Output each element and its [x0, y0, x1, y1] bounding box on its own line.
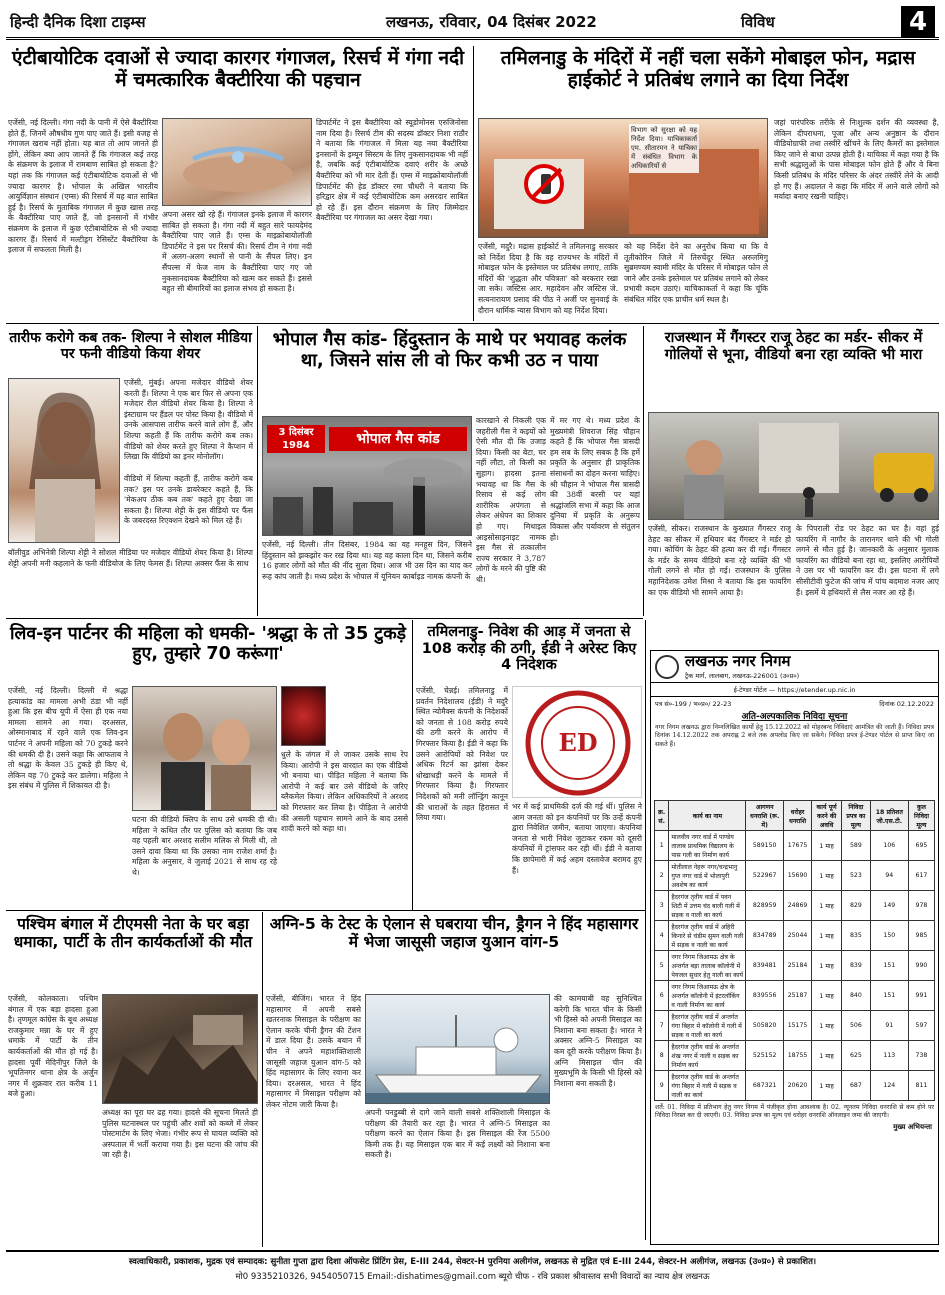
tender-portal: ई-टेण्डर पोर्टल — https://etender.up.nic.in [651, 683, 938, 697]
tmc-text-col1: एजेंसी, कोलकाता। पश्चिम बंगाल में एक बड़ा हादसा हुआ है। तृणमूल कांग्रेस के बूथ अध्यक्ष राजकुमार मन्ना के घर में हुए धमाके में पार्टी के तीन कार्यकर्ताओं की मौत हो गई है। हादसा पूर्वी मेदिनीपुर जिले के भूपतिनगर थाना क्षेत्र के अर्जुन नगर में शुक्रवार रात करीब 11 बजे हुआ। [8, 994, 98, 1099]
smoke-city-icon [263, 457, 472, 536]
tender-cell: मालवीय नगर वार्ड में पाण्डेय तालाब प्राथमिक विद्यालय के पास गली का निर्माण कार्य [669, 831, 746, 861]
tender-cell: हैदरगंज तृतीय वार्ड में अहिरी किनारे से चंडीम सुमन वाली गली में सड़क व नाली का कार्य [669, 921, 746, 951]
rajasthan-headline: राजस्थान में गैंगस्टर राजू ठेहट का मर्डर- सीकर में गोलियों से भूना, वीडियो बना रहा व्यक्ति भी मारा [664, 330, 923, 363]
rajasthan-text-col1: एजेंसी, सीकर। राजस्थान के कुख्यात गैंगस्टर राजू ठेहट का सीकर में हथियार बंद गैंगस्टर ने मर्डर हो गया। कोचिंग के ठेहट की हत्या कर दी गई। गैंगस्टर के मर्डर के समय वीडियो बना रहे व्यक्ति की भी गोली लगने से मौत हो गई। राजस्थान के पुलिस महानिदेशक उमेश मिश्रा ने बताया कि इस फायरिंग का एक वीडियो भी सामने आया है। [648, 524, 791, 597]
column-rule [257, 326, 258, 616]
shilpa-headline: तारीफ करोगे कब तक- शिल्पा ने सोशल मीडिया पर फनी वीडियो किया शेयर [9, 330, 252, 363]
livein-illustration [281, 686, 326, 746]
bhopal-banner-title: भोपाल गैस कांड [329, 427, 467, 451]
tender-row [655, 891, 935, 921]
tender-table [654, 800, 935, 1101]
livein-text-col1: एजेंसी, नई दिल्ली। दिल्ली में श्रद्धा हत्याकांड का मामला अभी ठंडा भी नहीं हुआ कि इस बीच यूपी में ऐसा ही एक नया मामला सामने आ गया। दरअसल, ओस्मानाबाद में रहने वाले एक लिव-इन पार्टनर ने अपनी महिला को 70 टुकड़े करने की धमकी दी है। उसने कहा कि आफताब ने तो श्रद्धा के केवल 35 टुकड़े ही किए थे, लेकिन वह 70 टुकड़े कर डालेगा। महिला ने इस संबंध में पुलिस में शिकायत दी है। [8, 686, 128, 791]
tender-cell: 149 [870, 891, 908, 921]
tmc-photo [102, 994, 258, 1104]
shilpa-caption: बॉलीवुड अभिनेत्री शिल्पा शेट्टी ने सोशल मीडिया पर मजेदार वीडियो शेयर किया है। शिल्पा शेट्टी अपनी मनी कहलाने के फनी वीडियोज के लिए फेमस हैं। शिल्पा अक्सर फैंस के साथ [8, 548, 253, 568]
tender-cell: 1 माह [812, 891, 842, 921]
tender-cell: 1 माह [812, 1011, 842, 1041]
tender-cell: नगर निगम जिआमऊ क्षेत्र के अन्तर्गत बड़ा तालाब कॉलोनी में पेयजल सुधार हेतु नाली का कार्य [669, 951, 746, 981]
tender-cell: हैदरगंज तृतीय वार्ड के अन्तर्गत शंख नगर में नाली व सड़क का निर्माण कार्य [669, 1041, 746, 1071]
ed-text-col2: भर में कई प्राथमिकी दर्ज की गई थीं। पुलिस ने आम जनता को इन कंपनियों पर कि उन्हें कंपनी द्वारा निवेशित जमीन, बताया जाएगा। कंपनियां जनता से भारी निवेश जुटाकर रकम को दूसरी कंपनियों में ट्रांसफर कर रही थीं। ईडी ने बताया कि छापेमारी में कई अहम दस्तावेज बरामद हुए हैं। [512, 802, 642, 875]
madras-text-col3: जहां पारंपरिक तरीके से निःशुल्क दर्शन की व्यवस्था है, लेकिन दीपराधना, पूजा और अन्य अनुष्ठान के दौरान वीडियोग्राफी तथा तस्वीरें खींचने के लिए कैमरों का इस्तेमाल किए जाने से बाधा उत्पन्न होती है। याचिका में कहा गया है कि सभी श्रद्धालुओं के पास मोबाइल फोन होते हैं और वे बिना किसी प्रतिबंध के मंदिर परिसर के अंदर तस्वीरें लेने के आदी हो गए हैं। अदालत ने कहा कि मंदिर में आने वाले लोगों को मर्यादा बनाए रखनी चाहिए। [774, 118, 939, 202]
tender-cell: 839556 [746, 981, 784, 1011]
tender-cell: 25187 [783, 981, 811, 1011]
tender-title: अति-अल्पकालिक निविदा सूचना [741, 712, 848, 722]
rajasthan-photo [648, 412, 939, 520]
woman-portrait-icon [9, 379, 120, 543]
ed-seal-photo [512, 686, 642, 798]
tender-col-header: कार्य पूर्ण करने की अवधि [812, 801, 842, 831]
tender-cell: 985 [908, 921, 934, 951]
tender-cell: 695 [908, 831, 934, 861]
tender-cell: हैदरगंज तृतीय वार्ड में अन्तर्गत गंगा बिहार में कॉलोनी में गली में सड़क व नाली का कार्य [669, 1011, 746, 1041]
tender-cell: 506 [842, 1011, 871, 1041]
tender-cell: 1 माह [812, 831, 842, 861]
livein-headline: लिव-इन पार्टनर की महिला को धमकी- 'श्रद्धा के तो 35 टुकड़े हुए, तुम्हारे 70 करूंगा' [9, 624, 407, 665]
tender-cell: 151 [870, 981, 908, 1011]
tender-cell: 505820 [746, 1011, 784, 1041]
tender-cell: 150 [870, 921, 908, 951]
tender-row [655, 1011, 935, 1041]
tender-row [655, 951, 935, 981]
tender-cell: 990 [908, 951, 934, 981]
tender-cell: 4 [655, 921, 669, 951]
tender-cell: 24869 [783, 891, 811, 921]
tender-cell: 828959 [746, 891, 784, 921]
street-scene-icon [649, 413, 939, 520]
row-rule [6, 618, 643, 619]
agni-photo [365, 994, 550, 1104]
tender-org: लखनऊ नगर निगम [685, 652, 791, 670]
tender-cell: 991 [908, 981, 934, 1011]
tender-row [655, 1071, 935, 1101]
tender-cell: 1 माह [812, 951, 842, 981]
tender-cell: 840 [842, 981, 871, 1011]
ship-icon [366, 995, 550, 1104]
tender-row [655, 861, 935, 891]
tender-cell: 2 [655, 861, 669, 891]
shilpa-photo [8, 378, 120, 543]
tender-cell: 617 [908, 861, 934, 891]
section-name: विविध [741, 13, 775, 31]
tender-cell: 1 माह [812, 1041, 842, 1071]
gangajal-headline: एंटीबायोटिक दवाओं से ज्यादा कारगर गंगाजल, रिसर्च में गंगा नदी में चमत्कारिक बैक्टीरिया की पहचान [11, 47, 465, 91]
rubble-icon [103, 995, 258, 1104]
tender-cell: 839 [842, 951, 871, 981]
bhopal-text-col2: कारखाने से निकली एक जहरीली गैस ने कइयों को ऐसी मौत दी कि उजाड़ दिया। किसी का बेटा, घर नहीं लौटा, तो किसी का सुहाग। हादसा इतना भयावह था कि गैस के रिसाव से कई लोग शारीरिक अपंगता से लेकर अंधेपन का शिकार हो गए। मिथाइल आइसोसाइनाइट नामक इस गैस से तत्कालीन राज्य सरकार ने 3,787 लोगों के मरने की पुष्टि की थी। [476, 416, 546, 584]
gangajal-text-col3: डिपार्टमेंट ने इस बैक्टीरिया को स्यूडोमोनस एरुजिनोसा नाम दिया है। रिसर्च टीम की सदस्य डॉक्टर निशा राठौर ने बताया कि गंगाजल में मिला यह नया बैक्टीरिया इनसानों के इम्यून सिस्टम के लिए नुकसानदायक भी नहीं है, जबकि कई एंटीबायोटिक दवाएं शरीर के अच्छे बैक्टीरिया को भी मार देती हैं। एम्स में माइक्रोबायोलॉजी डिपार्टमेंट की हेड डॉक्टर रमा चौधरी ने बताया कि हरिद्वार क्षेत्र में कई एंटीबायोटिक कम असरदार साबित हो रहे हैं। इस दौरान संक्रमण के लिए जिम्मेदार बैक्टीरिया पर गंगाजल का असर देखा गया। [316, 118, 468, 223]
shilpa-text-col2: वीडियो में शिल्पा कहती हैं, तारीफ करोगे कब तक? इस पर उनके डायरेक्टर कहते हैं, कि 'मेकअप ठीक कब तक' कहते हुए देखा जा सकता है। शिल्पा शेट्टी के इस वीडियो पर फैंस के जबरदस्त रिएक्शन देखने को मिल रहे हैं। [124, 474, 253, 526]
tender-cell: 25184 [783, 951, 811, 981]
tender-notes: शर्तें: 01. निविदा में प्रतिभाग हेतु नगर निगम में पंजीकृत होना आवश्यक है। 02. न्यूनतम निविदा धनराशि से कम होने पर निविदा निरस्त कर दी जाएगी। 03. निविदा प्रपत्र का मूल्य एवं धरोहर धनराशि ऑनलाइन जमा की जाएगी। [655, 1104, 934, 1120]
tmc-headline: पश्चिम बंगाल में टीएमसी नेता के घर बड़ा धमाका, पार्टी के तीन कार्यकर्ताओं की मौत [13, 915, 253, 951]
tender-cell: 7 [655, 1011, 669, 1041]
tender-cell: 525152 [746, 1041, 784, 1071]
tender-cell: 1 माह [812, 1071, 842, 1101]
tender-cell: 5 [655, 951, 669, 981]
tender-cell: 91 [870, 1011, 908, 1041]
gangajal-photo [162, 118, 312, 206]
tender-cell: 151 [870, 951, 908, 981]
tender-cell: हैदरगंज तृतीय वार्ड के अन्तर्गत गंगा बिहार में गली में सड़क व नाली का कार्य [669, 1071, 746, 1101]
court-building-icon [479, 119, 768, 238]
tender-cell: 597 [908, 1011, 934, 1041]
agni-text-col2: अपनी पनडुब्बी से दागे जाने वाली सबसे शक्तिशाली मिसाइल के परीक्षण की तैयारी कर रहा है। भारत ने अग्नि-5 मिसाइल का परीक्षण करने का ऐलान किया है। इस मिसाइल की रेंज 5500 किमी तक है। यह मिसाइल एक बार में कई लक्ष्यों को निशाना बना सकती है। [365, 1108, 550, 1160]
dateline: लखनऊ, रविवार, 04 दिसंबर 2022 [386, 13, 597, 31]
madras-headline: तमिलनाडु के मंदिरों में नहीं चला सकेंगे मोबाइल फोन, मद्रास हाईकोर्ट ने प्रतिबंध लगाने का दिया निर्देश [500, 47, 916, 91]
shilpa-text-col1: एजेंसी, मुंबई। अपना मजेदार वीडियो शेयर करती हैं। शिल्पा ने एक बार फिर से अपना एक मजेदार रील वीडियो शेयर किया है। शिल्पा ने इंस्टाग्राम पर हैंडल पर पोस्ट किया है। वीडियो में उनके आसपास तारीफ करने वाले लोग हैं, और शिल्पा कहती हैं कि तारीफ करोगे कब तक। वीडियो को शेयर करते हुए शिल्पा ने कैप्शन में लिखा कि वीडियो का इनर मोनोलॉग। [124, 378, 253, 462]
tender-cell: 9 [655, 1071, 669, 1101]
agni-text-col1: एजेंसी, बीजिंग। भारत ने हिंद महासागर में अपनी सबसे खतरनाक मिसाइल के परीक्षण का ऐलान करके चीनी ड्रैगन की टेंशन में डाल दिया है। उसके बयान में चीन ने अपने महाशक्तिशाली जासूसी जहाज युआन वांग-5 को हिंद महासागर के लिए रवाना कर दिया। दरअसल, भारत ने हिंद महासागर में मिसाइल परीक्षण को लेकर नोटम जारी किया है। [266, 994, 361, 1109]
tender-cell: 1 माह [812, 921, 842, 951]
livein-text-col3: धुले के जंगल में ले जाकर उसके साथ रेप किया। आरोपी ने इस वारदात का एक वीडियो भी बनाया था। पीड़ित महिला ने बताया कि आरोपी ने कई बार उसे वीडियो के जरिए ब्लैकमेल किया। लेकिन अधिकारियों ने अरशद को गिरफ्तार कर लिया है। पीड़िता ने आरोपी की असली पहचान सामने आने के बाद उससे शादी करने को कहा था। [281, 750, 408, 834]
bhopal-headline: भोपाल गैस कांड- हिंदुस्तान के माथे पर भयावह कलंक था, जिसने सांस ली वो फिर कभी उठ न पाया [272, 329, 627, 371]
ed-headline: तमिलनाडु- निवेश की आड़ में जनता से 108 करोड़ की ठगी, ईडी ने अरेस्ट किए 4 निदेशक [421, 624, 637, 674]
tender-cell: 589 [842, 831, 871, 861]
no-phone-icon [524, 164, 564, 204]
agni-text-col3: की कामयाबी वह सुनिश्चित करेगी कि भारत चीन के किसी भी हिस्से को अपनी मिसाइल का निशाना बना सकता है। भारत ने अक्सर अग्नि-5 मिसाइल का कम दूरी करके परीक्षण किया है। अग्नि मिसाइल चीन की मुख्यभूमि के किसी भी हिस्से को निशाना बना सकती है। [554, 994, 642, 1088]
tender-col-header: धरोहर धनराशि [783, 801, 811, 831]
tender-cell: 106 [870, 831, 908, 861]
page-number: 4 [901, 6, 935, 38]
tender-cell: 25044 [783, 921, 811, 951]
tender-cell: 8 [655, 1041, 669, 1071]
tender-cell: 834789 [746, 921, 784, 951]
row-rule [6, 323, 939, 324]
svg-text:ED: ED [558, 728, 598, 757]
tender-row [655, 831, 935, 861]
tender-date: दिनांक 02.12.2022 [879, 700, 934, 708]
column-rule [643, 326, 644, 616]
gangajal-text-col1: एजेंसी, नई दिल्ली। गंगा नदी के पानी में ऐसे बैक्टीरिया होते हैं, जिनमें औषधीय गुण पाए जाते हैं। इसी वजह से गंगाजल खराब नहीं होता। यह बात तो आप जानते ही होंगे, लेकिन क्या आप जानते हैं कि गंगाजल कई तरह के संक्रमण के इलाज में रामबाण साबित हो सकता है? यहां तक कि गंगाजल कई एंटीबायोटिक दवाओं से भी ज्यादा कारगर है। भोपाल के अखिल भारतीय आयुर्विज्ञान संस्थान (एम्स) की रिसर्च में यह बात साबित हुई है। रिसर्च के मुताबिक गंगाजल में कुछ खास तरह के बैक्टीरिया पाए जाते हैं, जो इनसानों में गंभीर संक्रमण के इलाज में कुछ एंटीबायोटिक से भी ज्यादा कारगर हैं। रिसर्च में मल्टीड्रग रेसिस्टेंट बैक्टीरिया के इलाज में सफलता मिली है। [8, 118, 158, 255]
gangajal-text-col2: अपना असर खो रहे हैं। गंगाजल इनके इलाज में कारगर साबित हो सकता है। गंगा नदी में बहुत सारे फायदेमंद बैक्टीरिया पाए जाते हैं। एम्स के माइक्रोबायोलॉजी डिपार्टमेंट ने इस पर रिसर्च की। रिसर्च टीम ने गंगा नदी में अलग-अलग स्थानों से पानी के सैंपल लिए। इन सैंपल्स में फेज नाम के बैक्टीरिया पाए गए जो नुकसानदायक बैक्टीरिया को खत्म कर सकते हैं। इससे बहुत सी बीमारियों का इलाज संभव हो सकता है। [162, 210, 312, 294]
imprint-line: स्वत्वाधिकारी, प्रकाशक, मुद्रक एवं सम्पादक: सुनीता गुप्ता द्वारा दिशा ऑफसेट प्रिंटिंग प्रेस, E-III 244, सेक्टर-H पुरनिया अलीगंज, लखनऊ से मुद्रित एवं E-III 244, सेक्टर-H अलीगंज, लखनऊ (उ०प्र०) से प्रकाशित। [128, 1257, 817, 1267]
tender-cell: मोतीलाल नेहरू नगर/चन्द्रभानु गुप्त नगर वार्ड में भोलापुरी अवशेष का कार्य [669, 861, 746, 891]
row-rule [6, 910, 645, 911]
tender-cell: 15690 [783, 861, 811, 891]
couple-photo-icon [133, 687, 277, 811]
tender-row [655, 921, 935, 951]
tmc-text-col2: अध्यक्ष का पूरा घर ढह गया। हादसे की सूचना मिलते ही पुलिस घटनास्थल पर पहुंची और शवों को कब्जे में लेकर पोस्टमार्टम के लिए भेजा। गंभीर रूप से घायल व्यक्ति को अस्पताल में भर्ती कराया गया है। इस घटना की जांच की जा रही है। [102, 1108, 258, 1160]
tender-cell: 738 [908, 1041, 934, 1071]
tender-cell: नगर निगम जिआमऊ क्षेत्र के अन्तर्गत कॉलोनी में इंटरलॉकिंग व नाली निर्माण का कार्य [669, 981, 746, 1011]
bhopal-text-col3: में मर गए थे। मध्य प्रदेश के मुख्यमंत्री शिवराज सिंह चौहान कहते हैं कि भोपाल गैस त्रासदी हम सब के लिए सबक है कि हमें प्रकृति के अनुसार ही प्राकृतिक संसाधनों का दोहन करना चाहिए। श्री चौहान ने भोपाल गैस त्रासदी की 38वीं बरसी पर यहां श्रद्धांजलि सभा में कहा कि आज दुनिया में प्रकृति के अनुरूप विकास और पर्यावरण से संतुलन हो। [550, 416, 640, 542]
tender-cell: 94 [870, 861, 908, 891]
paper-name: हिन्दी दैनिक दिशा टाइम्स [10, 13, 146, 31]
tender-notice [650, 650, 939, 1245]
column-rule [262, 912, 263, 1247]
tender-cell: 1 माह [812, 981, 842, 1011]
tender-cell: 523 [842, 861, 871, 891]
ed-seal-icon [513, 687, 642, 798]
tender-row [655, 981, 935, 1011]
tender-cell: 687321 [746, 1071, 784, 1101]
tender-col-header: कुल निविदा मूल्य [908, 801, 934, 831]
tender-col-header: निविदा प्रपत्र का मूल्य [842, 801, 871, 831]
agni-headline: अग्नि-5 के टेस्ट के ऐलान से घबराया चीन, ड्रैगन ने हिंद महासागर में भेजा जासूसी जहाज युआन वांग-5 [269, 915, 639, 951]
tender-cell: 625 [842, 1041, 871, 1071]
tender-row [655, 1041, 935, 1071]
tender-cell: 15175 [783, 1011, 811, 1041]
masthead [6, 6, 939, 40]
madras-text-col1: एजेंसी, मदुरै। मद्रास हाईकोर्ट ने तमिलनाडु सरकार को निर्देश दिया है कि वह राज्यभर के मंदिरों में मोबाइल फोन के इस्तेमाल पर प्रतिबंध लगाए, ताकि मंदिरों की 'शुद्धता और पवित्रता' को बरकरार रखा जा सके। जस्टिस आर. महादेवन और जस्टिस जे. सत्यनारायण प्रसाद की पीठ ने अर्जी पर सुनवाई के दौरान धार्मिक न्यास विभाग को यह निर्देश दिया। [478, 242, 618, 315]
tender-col-header: क्र. सं. [655, 801, 669, 831]
bhopal-date-badge: 3 दिसंबर 1984 [267, 425, 325, 453]
tender-cell: 589150 [746, 831, 784, 861]
tender-col-header: 18 प्रतिशत जी.एस.टी. [870, 801, 908, 831]
nagar-nigam-emblem-icon [655, 655, 679, 679]
tender-cell: 124 [870, 1071, 908, 1101]
tender-cell: 20620 [783, 1071, 811, 1101]
tender-col-header: आगणन धनराशि (रू. में) [746, 801, 784, 831]
contact-line: मो0 9335210326, 9454050715 Email:-dishatimes@gmail.com ब्यूरो चीफ - रवि प्रकाश श्रीवास्तव सभी विवादों का न्याय क्षेत्र लखनऊ [235, 1272, 710, 1282]
tender-cell: 839481 [746, 951, 784, 981]
tender-cell: 113 [870, 1041, 908, 1071]
imprint-footer [6, 1250, 939, 1290]
rajasthan-text-col2: के पिपराली रोड पर ठेहट का घर है। वहां हुई फायरिंग में नागौर के तारानगर थाने की भी गोली लगने से मौत हुई है। जानकारी के अनुसार मुलाक फायरिंग का वीडियो बना रहा था, इसलिए आरोपियों ने उस पर भी फायरिंग कर दी। इस घटना में लगे सीसीटीवी फुटेज की जांच में पांच बदमाश नजर आए हैं। इसमें ये हथियारों से लैस नजर आ रहे हैं। [796, 524, 939, 597]
livein-photo [132, 686, 277, 811]
tender-cell: 3 [655, 891, 669, 921]
column-rule [412, 620, 413, 910]
tender-intro: नगर निगम लखनऊ द्वारा निम्नलिखित कार्यों हेतु 15.12.2022 को मोहरबन्द निविदाएं आमंत्रित की जाती हैं। निविदा प्रपत्र दिनांक 14.12.2022 तक अपराह्न 2 बजे तक अपलोड किए जा सकेंगे। निविदा प्रपत्र ई-टेण्डर पोर्टल से प्राप्त किए जा सकते हैं। [655, 724, 934, 748]
tender-ref: पत्र सं०-199 / भ०प्र०/ 22-23 [655, 700, 732, 708]
tender-cell: 829 [842, 891, 871, 921]
tender-col-header: कार्य का नाम [669, 801, 746, 831]
column-rule [645, 620, 646, 1240]
madras-photo-caption: विभाग को सुरक्षा को यह निर्देश दिया। याचिकाकर्ता एम. सीतारमन ने याचिका में संबंधित विभाग के अधिकारियों से [629, 124, 699, 173]
bhopal-photo [262, 416, 472, 536]
column-rule [473, 46, 474, 321]
tender-cell: 835 [842, 921, 871, 951]
tender-cell: हैदरगंज तृतीय वार्ड में पवन शिटी में उत्तम चंद बाली गली में सड़क व नाली का कार्य [669, 891, 746, 921]
tender-signatory: मुख्य अभियन्ता [893, 1123, 932, 1132]
tender-cell: 1 माह [812, 861, 842, 891]
tender-table-wrap [651, 800, 938, 1101]
tender-cell: 17675 [783, 831, 811, 861]
ed-text-col1: एजेंसी, चेन्नई। तमिलनाडु में प्रवर्तन निदेशालय (ईडी) ने मदुरै स्थित न्योमैक्स कंपनी के निदेशकों को जनता से 108 करोड़ रुपये की ठगी करने के आरोप में गिरफ्तार किया है। ईडी ने कहा कि उसने आरोपियों को निवेश पर अधिक रिटर्न का झांसा देकर धोखाधड़ी करने के मामले में गिरफ्तार किया है। गिरफ्तार निदेशकों को मनी लॉन्ड्रिंग कानून की धाराओं के तहत हिरासत में लिया गया। [416, 686, 508, 823]
hands-water-icon [163, 119, 312, 206]
tender-cell: 1 [655, 831, 669, 861]
livein-text-col2: घटना की वीडियो क्लिप के साथ उसे धमकी दी थी। महिला ने कथित तौर पर पुलिस को बताया कि जब वह पहली बार अरशद सलीम मलिक से मिली थी, तो उसने दावा किया था कि उसका नाम राजेश शर्मा है। महिला के अनुसार, वे जुलाई 2021 से साथ रह रहे थे। [132, 815, 277, 877]
tender-cell: 811 [908, 1071, 934, 1101]
tender-cell: 522967 [746, 861, 784, 891]
madras-photo [478, 118, 768, 238]
tender-cell: 6 [655, 981, 669, 1011]
tender-cell: 18755 [783, 1041, 811, 1071]
tender-cell: 687 [842, 1071, 871, 1101]
bhopal-text-col1: एजेंसी, नई दिल्ली। तीन दिसंबर, 1984 का वह मनहूस दिन, जिसने हिंदुस्तान को झकझोर कर रख दिया था। यह वह काला दिन था, जिसने करीब 16 हजार लोगों को मौत की नींद सुला दिया। आज भी उस दिन का याद कर रूह कांप जाती है। मध्य प्रदेश के भोपाल में यूनियन कार्बाइड नामक कंपनी के [262, 540, 472, 581]
tender-address: ट्रैक मार्ग, लालबाग, लखनऊ-226001 (उ०प्र०) [685, 672, 800, 680]
madras-text-col2: को यह निर्देश देने का अनुरोध किया था कि वे तूतीकोरिन जिले में तिरुचेंदूर स्थित अरुलमिगु सुब्रमण्यम स्वामी मंदिर के परिसर में मोबाइल फोन ले जाने और उनके इस्तेमाल पर प्रतिबंध लगाने को लेकर प्रभावी कदम उठाएं। याचिकाकर्ता ने कहा कि चूंकि संबंधित मंदिर एक प्राचीन धर्म स्थल है। [624, 242, 768, 304]
tender-cell: 978 [908, 891, 934, 921]
